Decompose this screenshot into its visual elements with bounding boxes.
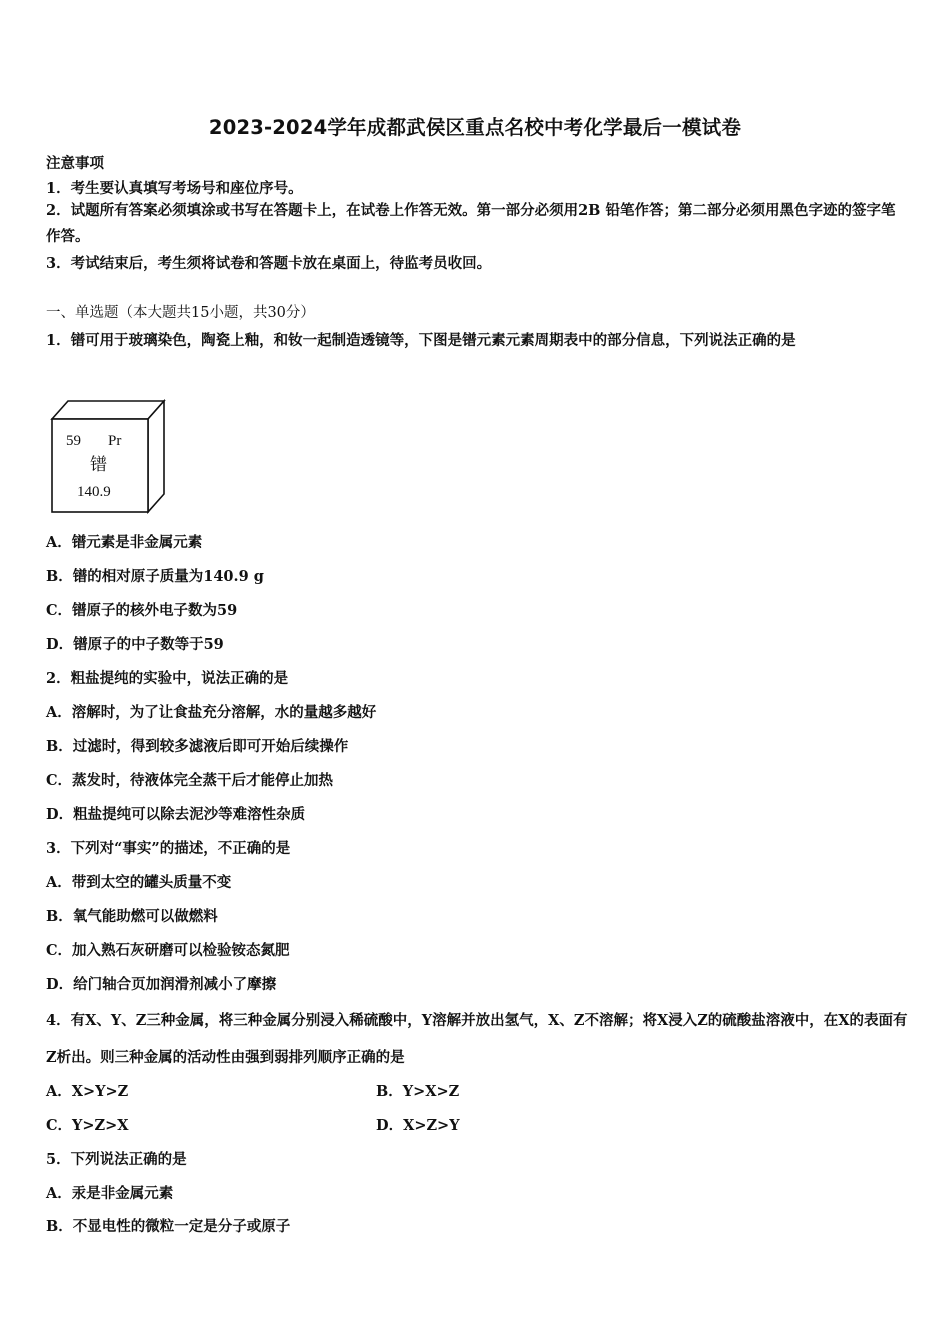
- question-4-option-d: D．X>Z>Y: [376, 1117, 460, 1134]
- question-1-option-d: D．镨原子的中子数等于59: [46, 636, 224, 653]
- question-1-option-c: C．镨原子的核外电子数为59: [46, 602, 238, 619]
- question-1-stem: 1．镨可用于玻璃染色，陶瓷上釉，和钕一起制造透镜等，下图是镨元素元素周期表中的部分信息，下列说法正确的是: [46, 332, 796, 349]
- notice-item-3: 3．考试结束后，考生须将试卷和答题卡放在桌面上，待监考员收回。: [46, 255, 492, 272]
- question-4-stem: 4．有X、Y、Z三种金属，将三种金属分别浸入稀硫酸中，Y溶解并放出氢气，X、Z不溶解；将X浸入Z的硫酸盐溶液中，在X的表面有Z析出。则三种金属的活动性由强到弱排列顺序正确的是: [46, 1012, 908, 1066]
- notice-item-1: 1．考生要认真填写考场号和座位序号。: [46, 180, 303, 197]
- element-name: 镨: [90, 455, 107, 474]
- element-card-praseodymium: [50, 399, 166, 514]
- question-1-option-b: B．镨的相对原子质量为140.9 g: [46, 568, 264, 585]
- exam-title: 2023-2024学年成都武侯区重点名校中考化学最后一模试卷: [208, 116, 742, 139]
- question-2-stem: 2．粗盐提纯的实验中，说法正确的是: [46, 670, 289, 687]
- question-5-stem: 5．下列说法正确的是: [46, 1151, 187, 1168]
- question-1-option-a: A．镨元素是非金属元素: [46, 534, 203, 551]
- element-mass: 140.9: [77, 484, 111, 500]
- question-5-option-a: A．汞是非金属元素: [46, 1185, 174, 1202]
- question-4-option-b: B．Y>X>Z: [376, 1083, 460, 1100]
- question-3-option-d: D．给门轴合页加润滑剂减小了摩擦: [46, 976, 277, 993]
- question-2-option-b: B．过滤时，得到较多滤液后即可开始后续操作: [46, 738, 349, 755]
- question-3-option-a: A．带到太空的罐头质量不变: [46, 874, 232, 891]
- question-2-option-d: D．粗盐提纯可以除去泥沙等难溶性杂质: [46, 806, 306, 823]
- notice-heading: 注意事项: [46, 155, 104, 172]
- section-heading: 一、单选题（本大题共15小题，共30分）: [46, 305, 315, 321]
- question-3-option-b: B．氧气能助燃可以做燃料: [46, 908, 218, 925]
- element-number: 59: [66, 433, 81, 449]
- question-2-option-a: A．溶解时，为了让食盐充分溶解，水的量越多越好: [46, 704, 377, 721]
- question-5-option-b: B．不显电性的微粒一定是分子或原子: [46, 1218, 291, 1235]
- notice-item-2: 2．试题所有答案必须填涂或书写在答题卡上，在试卷上作答无效。第一部分必须用2B 铅笔作答；第二部分必须用黑色字迹的签字笔作答。: [46, 202, 896, 245]
- question-3-option-c: C．加入熟石灰研磨可以检验铵态氮肥: [46, 942, 290, 959]
- question-2-option-c: C．蒸发时，待液体完全蒸干后才能停止加热: [46, 772, 334, 789]
- question-4-option-c: C．Y>Z>X: [46, 1117, 129, 1134]
- element-symbol: Pr: [108, 433, 122, 449]
- question-3-stem: 3．下列对“事实”的描述，不正确的是: [46, 840, 291, 857]
- question-4-option-a: A．X>Y>Z: [46, 1083, 129, 1100]
